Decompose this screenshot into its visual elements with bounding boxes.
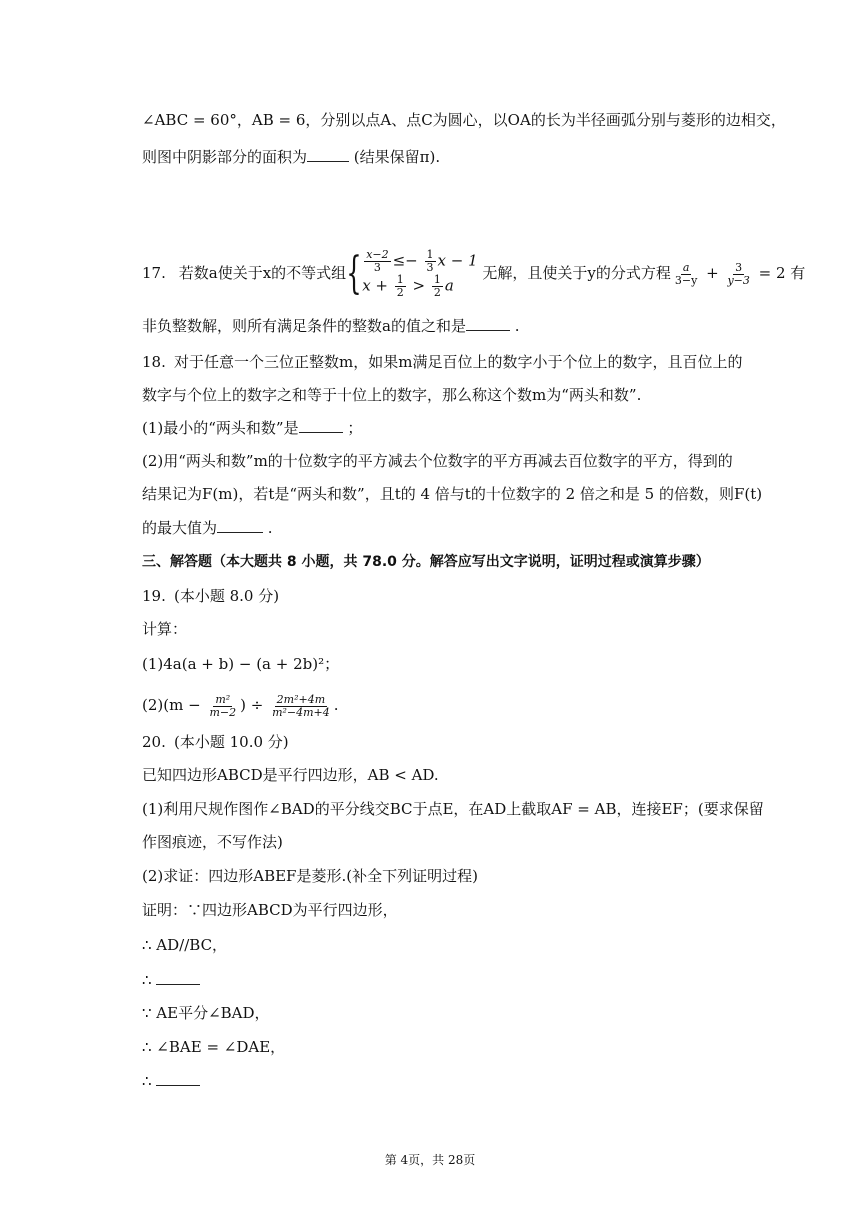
q20-intro: 已知四边形ABCD是平行四边形，AB < AD. xyxy=(142,766,439,784)
section-heading: 三、解答题（本大题共 8 小题，共 78.0 分。解答应写出文字说明，证明过程或演算步骤） xyxy=(142,554,710,570)
q18-line4: (2)用“两头和数”m的十位数字的平方减去个位数字的平方再减去百位数字的平方，得到的 xyxy=(142,452,733,470)
q18-line6: 的最大值为 . xyxy=(142,519,273,537)
q20-proof-4: ∵ AE平分∠BAD， xyxy=(142,1004,270,1022)
q19-intro: 计算： xyxy=(142,620,188,638)
q18-line2: 数字与个位上的数字之和等于十位上的数字，那么称这个数m为“两头和数”. xyxy=(142,386,642,404)
q18-line3: (1)最小的“两头和数”是 ； xyxy=(142,419,363,437)
q17-line2: 非负整数解，则所有满足条件的整数a的值之和是 . xyxy=(142,317,520,335)
q20-part2: (2)求证：四边形ABEF是菱形.(补全下列证明过程) xyxy=(142,867,478,885)
q20-header: 20. (本小题 10.0 分) xyxy=(142,733,289,751)
page-footer: 第 4页，共 28页 xyxy=(384,1153,476,1167)
q16-line1: ∠ABC = 60°，AB = 6，分别以点A、点C为圆心，以OA的长为半径画弧分别与菱形的边相交， xyxy=(142,111,786,129)
answer-blank xyxy=(466,316,510,331)
q19-part1: (1)4a(a + b) − (a + 2b)²； xyxy=(142,655,340,673)
q19-header: 19. (本小题 8.0 分) xyxy=(142,587,280,605)
q20-proof-5: ∴ ∠BAE = ∠DAE， xyxy=(142,1038,286,1056)
answer-blank xyxy=(307,147,349,162)
q20-proof-2: ∴ AD//BC， xyxy=(142,936,228,954)
answer-blank xyxy=(299,418,343,433)
inequality-system: $\frac{x-2}{3}$ ≤− $\frac{1}{3}$ x − 1 x + $\frac{1}{2}$ > $\frac{1}{2}$ a xyxy=(362,248,478,299)
q20-part1-line1: (1)利用尺规作图作∠BAD的平分线交BC于点E，在AD上截取AF = AB，连接EF；(要求保留 xyxy=(142,800,764,818)
q18-line1: 18. 对于任意一个三位正整数m，如果m满足百位上的数字小于个位上的数字，且百位上的 xyxy=(142,353,743,371)
q20-proof-1: 证明：∵四边形ABCD为平行四边形， xyxy=(142,901,398,919)
q17-line1: 17. 若数a使关于x的不等式组{ $\frac{x-2}{3}$ ≤− $\frac{1}{3}$ x − 1 x + $\frac{1}{2}$ > $\frac{1}{2}$ a 无解，且使关于y的分式方程 $\frac{a}{3-y}$ + $\frac{3}{y-3}$ = 2 有 xyxy=(142,248,806,299)
q19-part2: (2)(m − $\frac{\text{m²}}{m-2}$ ) ÷ $\frac{\text{2m²+4m}}{\text{m²−4m+4}}$ . xyxy=(142,692,339,719)
q18-line5: 结果记为F(m)，若t是“两头和数”，且t的 4 倍与t的十位数字的 2 倍之和是 5 的倍数，则F(t) xyxy=(142,485,763,503)
q20-proof-6: ∴ xyxy=(142,1071,200,1091)
q20-part1-line2: 作图痕迹，不写作法) xyxy=(142,833,283,851)
q16-line2: 则图中阴影部分的面积为 (结果保留π). xyxy=(142,148,441,166)
answer-blank xyxy=(156,1071,200,1086)
answer-blank xyxy=(217,518,263,533)
q20-proof-3: ∴ xyxy=(142,970,200,990)
system-brace: { xyxy=(346,248,362,299)
answer-blank xyxy=(156,970,200,985)
